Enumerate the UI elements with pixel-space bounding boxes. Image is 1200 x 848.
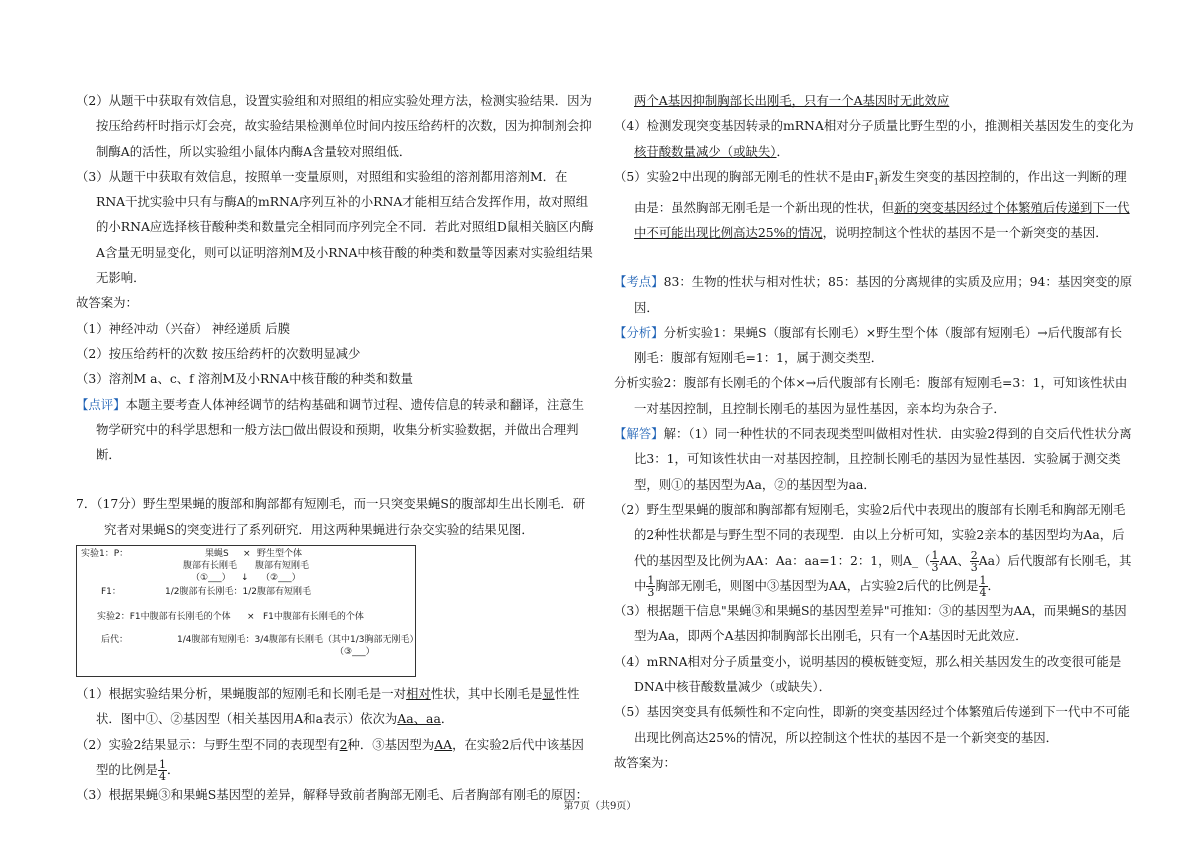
diagram-genotype-2: （②___） (261, 573, 301, 584)
answer-blank-nucleotide: 核苷酸数量减少（或缺失） (634, 143, 777, 159)
answer-blank-reason: 新的突变基因经过个体繁殖后传递到下一代中不可能出现比例高达25%的情况 (634, 199, 1130, 240)
diagram-arrow: ↓ (241, 573, 249, 584)
answer-3: （3）溶剂M a、c、f 溶剂M及小RNA中核苷酸的种类和数量 (76, 371, 413, 387)
diagram-genotype-1: （①___） (191, 573, 231, 584)
diagram-exp2-left: 实验2：F1中腹部有长刚毛的个体 (97, 612, 231, 623)
answer-2: （2）按压给药杆的次数 按压给药杆的次数明显减少 (76, 345, 361, 361)
diagram-genotype-3: （③___） (335, 647, 375, 658)
diagram-cross-symbol: × (243, 549, 251, 560)
fraction-quarter: $\frac{1}{4}$ (158, 757, 166, 783)
left-column (76, 88, 596, 808)
knowledge-point: 【考点】83：生物的性状与相对性状；85：基因的分离规律的实质及应用；94：基因突变的原因． (614, 274, 1133, 315)
diagram-parent-wild: 野生型个体 (257, 549, 303, 560)
diagram-parent-s: 果蝇S (205, 549, 229, 560)
diagram-offspring-label: 后代： (101, 635, 129, 646)
page-footer: 第7页（共9页） (563, 801, 637, 812)
answer-blank-relative: 相对 (406, 686, 431, 702)
diagram-offspring-result: 1/4腹部有短刚毛：3/4腹部有长刚毛（其中1/3胸部无刚毛） (177, 635, 419, 646)
fraction-one-third: $\frac{1}{3}$ (931, 548, 939, 574)
right-column (614, 88, 1134, 775)
analysis: 【分析】分析实验1：果蝇S（腹部有长刚毛）×野生型个体（腹部有短刚毛）→后代腹部有长刚毛：腹部有短刚毛=1：1，属于测交类型． (614, 324, 1122, 366)
solution-1: 【解答】解：（1）同一种性状的不同表现类型叫做相对性状．由实验2得到的自交后代性状分离比3：1，可知该性状由一对基因控制，且控制长刚毛的基因为显性基因．实验属于测交类型，则①的基因型为Aa，②的基因型为aa． (614, 426, 1132, 492)
answer-blank-aa: AA (434, 736, 453, 752)
diagram-cross-symbol-2: × (247, 612, 255, 623)
question-7-3: （3）根据果蝇③和果蝇S基因型的差异，解释导致前者胸部无刚毛、后者胸部有刚毛的原因： (76, 787, 588, 803)
solution-tag: 【解答】 (614, 426, 664, 442)
answer-3-continued: 两个A基因抑制胸部长出刚毛，只有一个A基因时无此效应 (634, 93, 950, 108)
answer-blank-count: 2 (339, 736, 348, 752)
answer-blank-dominant: 显 (542, 686, 555, 702)
fraction-two-thirds: $\frac{2}{3}$ (970, 548, 978, 574)
analysis-tag: 【分析】 (614, 324, 664, 340)
diagram-parent-s-pheno: 腹部有长刚毛 (183, 561, 238, 572)
question-7: 7．（17分）野生型果蝇的腹部和胸部都有短刚毛，而一只突变果蝇S的腹部却生出长刚毛．研究者对果蝇S的突变进行了系列研究．用这两种果蝇进行杂交实验的结果见图． (76, 496, 586, 537)
comment-text: 本题主要考查人体神经调节的结构基础和调节过程、遗传信息的转录和翻译，注意生物学研究中的科学思想和一般方法□做出假设和预期，收集分析实验数据，并做出合理判断． (96, 396, 585, 463)
paragraph-3: （3）从题干中获取有效信息，按照单一变量原则，对照组和实验组的溶剂都用溶剂M．在RNA干扰实验中只有与酶A的mRNA序列互补的小RNA才能相互结合发挥作用，故对照组的小RNA应选择核苷酸种类和数量完全相同而序列完全不同．若此对照组D鼠相关脑区内酶A含量无明显变化，则可以证明溶剂M及小RNA中核苷酸的种类和数量等因素对实验组结果无影响． (76, 168, 594, 286)
cross-diagram (76, 545, 419, 677)
question-7-5: （5）实验2中出现的胸部无刚毛的性状不是由$F_1$新发生突变的基因控制的，作出这一判断的理由是：虽然胸部无刚毛是一个新出现的性状，但新的突变基因经过个体繁殖后传递到下一代中不可能出现比例高达25%的情况，说明控制这个性状的基因不是一个新突变的基因． (614, 168, 1130, 240)
question-7-2: （2）实验2结果显示：与野生型不同的表现型有2种．③基因型为AA，在实验2后代中该基因型的比例是 $\frac{1}{4}$ ． (76, 736, 584, 783)
question-7-4: （4）检测发现突变基因转录的mRNA相对分子质量比野生型的小，推测相关基因发生的变化为核苷酸数量减少（或缺失）． (614, 118, 1134, 159)
solution-4: （4）mRNA相对分子质量变小，说明基因的模板链变短，那么相关基因发生的改变很可能是DNA中核苷酸数量减少（或缺失）． (614, 653, 1122, 694)
solution-2: （2）野生型果蝇的腹部和胸部都有短刚毛，实验2后代中表现出的腹部有长刚毛和胸部无刚毛的2种性状都是与野生型不同的表现型．由以上分析可知，实验2亲本的基因型均为Aa，后代的基因型及比例为AA：Aa：aa=1：2：1，则A_（ $\frac{1}{3}$ AA、 $\frac{2}{3}$ Aa）后代腹部有长刚毛，其中 $\frac{1}{3}$ 胸部无刚毛，则图中③基因型为AA，占实验2后代的比例是 $\frac{1}{4}$ ． (614, 501, 1132, 599)
solution-3: （3）根据题干信息"果蝇③和果蝇S的基因型差异"可推知：③的基因型为AA，而果蝇S的基因型为Aa，即两个A基因抑制胸部长出刚毛，只有一个A基因时无此效应． (614, 603, 1127, 644)
answer-label: 故答案为： (76, 295, 138, 311)
analysis-2: 分析实验2：腹部有长刚毛的个体×→后代腹部有长刚毛：腹部有短刚毛=3：1，可知该性状由一对基因控制，且控制长刚毛的基因为显性基因，亲本均为杂合子． (614, 375, 1128, 416)
comment-tag: 【点评】 (76, 396, 126, 412)
question-7-1: （1）根据实验结果分析，果蝇腹部的短刚毛和长刚毛是一对相对性状，其中长刚毛是显性性状．图中①、②基因型（相关基因用A和a表示）依次为Aa、aa． (76, 686, 580, 727)
solution-5: （5）基因突变具有低频性和不定向性，即新的突变基因经过个体繁殖后传递到下一代中不可能出现比例高达25%的情况，所以控制这个性状的基因不是一个新突变的基因． (614, 704, 1130, 745)
knowledge-tag: 【考点】 (614, 274, 664, 290)
answer-blank-genotypes: Aa、aa (397, 711, 441, 727)
diagram-parent-wild-pheno: 腹部有短刚毛 (255, 561, 310, 572)
fraction-one-third-b: $\frac{1}{3}$ (647, 573, 655, 599)
diagram-f1-result: 1/2腹部有长刚毛：1/2腹部有短刚毛 (165, 587, 311, 598)
comment (76, 392, 596, 468)
fraction-one-quarter: $\frac{1}{4}$ (979, 573, 987, 599)
diagram-f1-label: F1： (101, 587, 121, 598)
answer-1: （1）神经冲动（兴奋） 神经递质 后膜 (76, 320, 291, 336)
answer-label-right: 故答案为： (614, 754, 676, 770)
diagram-exp2-right: F1中腹部有长刚毛的个体 (263, 612, 364, 623)
paragraph-2: （2）从题干中获取有效信息，设置实验组和对照组的相应实验处理方法，检测实验结果．因为按压给药杆时指示灯会亮，故实验结果检测单位时间内按压给药杆的次数，因为抑制剂会抑制酶A的活性，所以实验组小鼠体内酶A含量较对照组低． (76, 93, 592, 159)
diagram-exp1-label: 实验1：P： (81, 549, 129, 560)
